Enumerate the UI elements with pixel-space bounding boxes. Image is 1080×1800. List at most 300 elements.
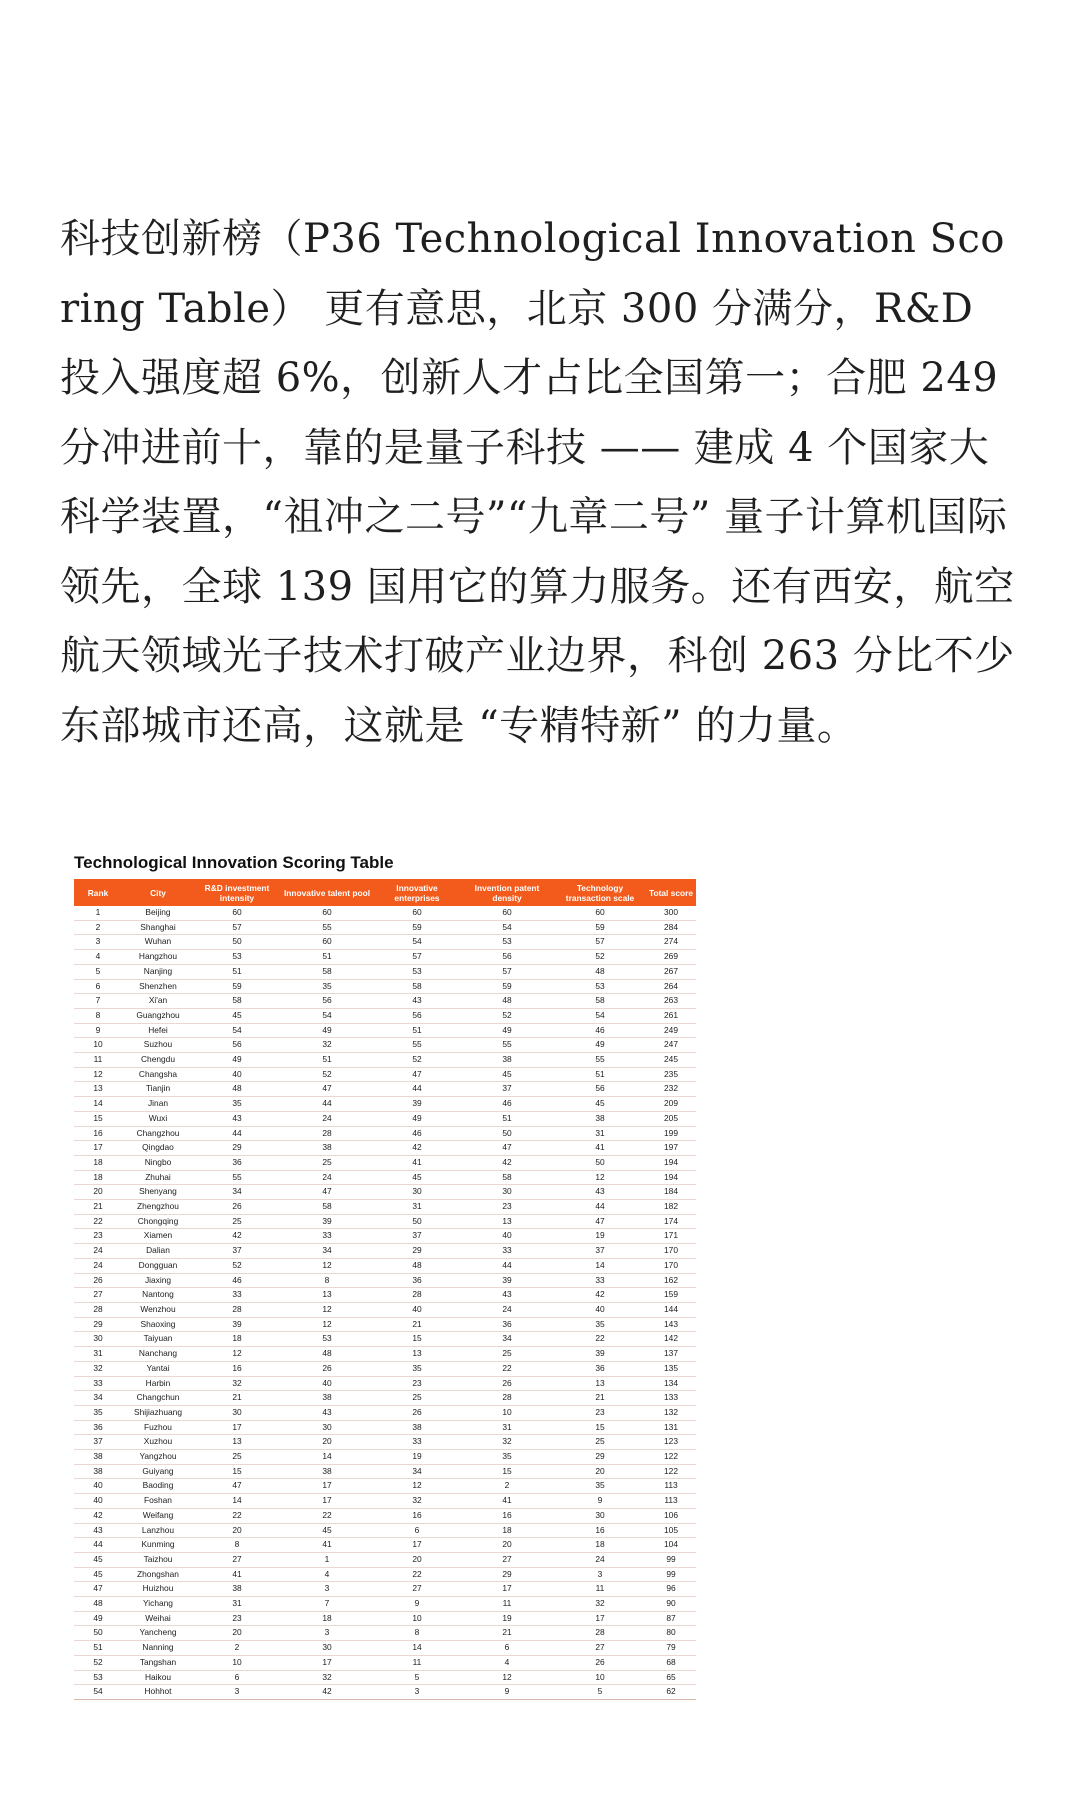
city-cell: Beijing	[122, 906, 194, 920]
patent-density-cell: 18	[460, 1523, 554, 1538]
total-score-cell: 269	[646, 950, 696, 965]
transaction-scale-cell: 41	[554, 1141, 646, 1156]
transaction-scale-cell: 36	[554, 1361, 646, 1376]
enterprises-cell: 45	[374, 1170, 460, 1185]
rd-investment-cell: 12	[194, 1347, 280, 1362]
rd-investment-cell: 45	[194, 1008, 280, 1023]
transaction-scale-cell: 35	[554, 1317, 646, 1332]
enterprises-cell: 12	[374, 1479, 460, 1494]
enterprises-cell: 15	[374, 1332, 460, 1347]
patent-density-cell: 51	[460, 1111, 554, 1126]
talent-pool-cell: 35	[280, 979, 374, 994]
rd-investment-cell: 38	[194, 1582, 280, 1597]
transaction-scale-cell: 32	[554, 1597, 646, 1612]
rd-investment-cell: 44	[194, 1126, 280, 1141]
enterprises-cell: 60	[374, 906, 460, 920]
patent-density-cell: 43	[460, 1288, 554, 1303]
patent-density-cell: 9	[460, 1685, 554, 1700]
table-row	[74, 1347, 696, 1362]
patent-density-cell: 53	[460, 935, 554, 950]
rank-cell: 36	[74, 1420, 122, 1435]
patent-density-cell: 59	[460, 979, 554, 994]
city-cell: Shenzhen	[122, 979, 194, 994]
total-score-cell: 284	[646, 920, 696, 935]
transaction-scale-cell: 54	[554, 1008, 646, 1023]
rd-investment-cell: 30	[194, 1405, 280, 1420]
transaction-scale-cell: 47	[554, 1214, 646, 1229]
rank-cell: 54	[74, 1685, 122, 1700]
table-row	[74, 1391, 696, 1406]
talent-pool-cell: 51	[280, 950, 374, 965]
city-cell: Huizhou	[122, 1582, 194, 1597]
table-row	[74, 1538, 696, 1553]
rank-cell: 49	[74, 1611, 122, 1626]
enterprises-cell: 25	[374, 1391, 460, 1406]
table-row	[74, 1258, 696, 1273]
column-header-total-score: Total score	[646, 879, 696, 906]
enterprises-cell: 31	[374, 1200, 460, 1215]
table-row	[74, 1214, 696, 1229]
total-score-cell: 87	[646, 1611, 696, 1626]
total-score-cell: 170	[646, 1244, 696, 1259]
rd-investment-cell: 43	[194, 1111, 280, 1126]
rd-investment-cell: 52	[194, 1258, 280, 1273]
talent-pool-cell: 13	[280, 1288, 374, 1303]
table-row	[74, 935, 696, 950]
city-cell: Nantong	[122, 1288, 194, 1303]
table-row	[74, 1464, 696, 1479]
total-score-cell: 99	[646, 1567, 696, 1582]
table-row	[74, 1317, 696, 1332]
patent-density-cell: 15	[460, 1464, 554, 1479]
city-cell: Jiaxing	[122, 1273, 194, 1288]
talent-pool-cell: 22	[280, 1508, 374, 1523]
rd-investment-cell: 49	[194, 1053, 280, 1068]
rd-investment-cell: 56	[194, 1038, 280, 1053]
city-cell: Changsha	[122, 1067, 194, 1082]
city-cell: Hohhot	[122, 1685, 194, 1700]
enterprises-cell: 19	[374, 1450, 460, 1465]
patent-density-cell: 50	[460, 1126, 554, 1141]
enterprises-cell: 50	[374, 1214, 460, 1229]
enterprises-cell: 14	[374, 1641, 460, 1656]
table-row	[74, 906, 696, 920]
rank-cell: 29	[74, 1317, 122, 1332]
total-score-cell: 105	[646, 1523, 696, 1538]
total-score-cell: 122	[646, 1464, 696, 1479]
rd-investment-cell: 16	[194, 1361, 280, 1376]
patent-density-cell: 2	[460, 1479, 554, 1494]
city-cell: Yichang	[122, 1597, 194, 1612]
city-cell: Fuzhou	[122, 1420, 194, 1435]
total-score-cell: 245	[646, 1053, 696, 1068]
rank-cell: 4	[74, 950, 122, 965]
rank-cell: 2	[74, 920, 122, 935]
table-body	[74, 906, 696, 1699]
transaction-scale-cell: 21	[554, 1391, 646, 1406]
enterprises-cell: 53	[374, 964, 460, 979]
talent-pool-cell: 25	[280, 1155, 374, 1170]
patent-density-cell: 44	[460, 1258, 554, 1273]
talent-pool-cell: 49	[280, 1023, 374, 1038]
patent-density-cell: 26	[460, 1376, 554, 1391]
total-score-cell: 106	[646, 1508, 696, 1523]
table-row	[74, 1420, 696, 1435]
table-header-row	[74, 879, 696, 906]
talent-pool-cell: 26	[280, 1361, 374, 1376]
table-row	[74, 1479, 696, 1494]
patent-density-cell: 36	[460, 1317, 554, 1332]
transaction-scale-cell: 52	[554, 950, 646, 965]
talent-pool-cell: 4	[280, 1567, 374, 1582]
patent-density-cell: 12	[460, 1670, 554, 1685]
rank-cell: 45	[74, 1552, 122, 1567]
talent-pool-cell: 51	[280, 1053, 374, 1068]
rd-investment-cell: 8	[194, 1538, 280, 1553]
table-row	[74, 1611, 696, 1626]
total-score-cell: 264	[646, 979, 696, 994]
total-score-cell: 142	[646, 1332, 696, 1347]
rd-investment-cell: 21	[194, 1391, 280, 1406]
city-cell: Hefei	[122, 1023, 194, 1038]
total-score-cell: 232	[646, 1082, 696, 1097]
city-cell: Nanchang	[122, 1347, 194, 1362]
patent-density-cell: 6	[460, 1641, 554, 1656]
rank-cell: 35	[74, 1405, 122, 1420]
transaction-scale-cell: 39	[554, 1347, 646, 1362]
total-score-cell: 267	[646, 964, 696, 979]
transaction-scale-cell: 28	[554, 1626, 646, 1641]
city-cell: Changzhou	[122, 1126, 194, 1141]
talent-pool-cell: 60	[280, 935, 374, 950]
city-cell: Hangzhou	[122, 950, 194, 965]
enterprises-cell: 52	[374, 1053, 460, 1068]
table-row	[74, 1023, 696, 1038]
rank-cell: 37	[74, 1435, 122, 1450]
transaction-scale-cell: 27	[554, 1641, 646, 1656]
column-header-patent-density: Invention patent density	[460, 879, 554, 906]
enterprises-cell: 41	[374, 1155, 460, 1170]
transaction-scale-cell: 44	[554, 1200, 646, 1215]
enterprises-cell: 29	[374, 1244, 460, 1259]
talent-pool-cell: 17	[280, 1479, 374, 1494]
transaction-scale-cell: 12	[554, 1170, 646, 1185]
rank-cell: 24	[74, 1258, 122, 1273]
city-cell: Dalian	[122, 1244, 194, 1259]
transaction-scale-cell: 16	[554, 1523, 646, 1538]
total-score-cell: 62	[646, 1685, 696, 1700]
patent-density-cell: 39	[460, 1273, 554, 1288]
rd-investment-cell: 60	[194, 906, 280, 920]
talent-pool-cell: 53	[280, 1332, 374, 1347]
table-row	[74, 1435, 696, 1450]
table-row	[74, 1567, 696, 1582]
transaction-scale-cell: 46	[554, 1023, 646, 1038]
total-score-cell: 174	[646, 1214, 696, 1229]
enterprises-cell: 34	[374, 1464, 460, 1479]
patent-density-cell: 57	[460, 964, 554, 979]
patent-density-cell: 11	[460, 1597, 554, 1612]
rank-cell: 28	[74, 1302, 122, 1317]
transaction-scale-cell: 9	[554, 1494, 646, 1509]
rank-cell: 6	[74, 979, 122, 994]
city-cell: Xiamen	[122, 1229, 194, 1244]
rank-cell: 17	[74, 1141, 122, 1156]
patent-density-cell: 17	[460, 1582, 554, 1597]
table-row	[74, 979, 696, 994]
talent-pool-cell: 14	[280, 1450, 374, 1465]
rank-cell: 52	[74, 1655, 122, 1670]
enterprises-cell: 47	[374, 1067, 460, 1082]
rank-cell: 18	[74, 1170, 122, 1185]
city-cell: Jinan	[122, 1097, 194, 1112]
table-row	[74, 1038, 696, 1053]
patent-density-cell: 54	[460, 920, 554, 935]
patent-density-cell: 29	[460, 1567, 554, 1582]
scoring-table-figure	[74, 852, 696, 1700]
transaction-scale-cell: 35	[554, 1479, 646, 1494]
transaction-scale-cell: 53	[554, 979, 646, 994]
city-cell: Guiyang	[122, 1464, 194, 1479]
total-score-cell: 99	[646, 1552, 696, 1567]
rank-cell: 1	[74, 906, 122, 920]
rd-investment-cell: 46	[194, 1273, 280, 1288]
rank-cell: 22	[74, 1214, 122, 1229]
rank-cell: 43	[74, 1523, 122, 1538]
patent-density-cell: 24	[460, 1302, 554, 1317]
enterprises-cell: 58	[374, 979, 460, 994]
total-score-cell: 133	[646, 1391, 696, 1406]
city-cell: Guangzhou	[122, 1008, 194, 1023]
table-row	[74, 1405, 696, 1420]
rd-investment-cell: 22	[194, 1508, 280, 1523]
total-score-cell: 171	[646, 1229, 696, 1244]
patent-density-cell: 34	[460, 1332, 554, 1347]
rank-cell: 45	[74, 1567, 122, 1582]
talent-pool-cell: 52	[280, 1067, 374, 1082]
enterprises-cell: 59	[374, 920, 460, 935]
enterprises-cell: 46	[374, 1126, 460, 1141]
total-score-cell: 80	[646, 1626, 696, 1641]
patent-density-cell: 27	[460, 1552, 554, 1567]
patent-density-cell: 52	[460, 1008, 554, 1023]
transaction-scale-cell: 3	[554, 1567, 646, 1582]
total-score-cell: 261	[646, 1008, 696, 1023]
enterprises-cell: 28	[374, 1288, 460, 1303]
rd-investment-cell: 10	[194, 1655, 280, 1670]
rank-cell: 13	[74, 1082, 122, 1097]
city-cell: Zhongshan	[122, 1567, 194, 1582]
rank-cell: 50	[74, 1626, 122, 1641]
table-row	[74, 1200, 696, 1215]
talent-pool-cell: 47	[280, 1185, 374, 1200]
enterprises-cell: 55	[374, 1038, 460, 1053]
talent-pool-cell: 3	[280, 1582, 374, 1597]
total-score-cell: 143	[646, 1317, 696, 1332]
patent-density-cell: 19	[460, 1611, 554, 1626]
table-row	[74, 1670, 696, 1685]
table-row	[74, 1523, 696, 1538]
rd-investment-cell: 51	[194, 964, 280, 979]
column-header-transaction-scale: Technology transaction scale	[554, 879, 646, 906]
talent-pool-cell: 60	[280, 906, 374, 920]
enterprises-cell: 10	[374, 1611, 460, 1626]
table-row	[74, 1582, 696, 1597]
transaction-scale-cell: 19	[554, 1229, 646, 1244]
talent-pool-cell: 1	[280, 1552, 374, 1567]
talent-pool-cell: 34	[280, 1244, 374, 1259]
patent-density-cell: 47	[460, 1141, 554, 1156]
total-score-cell: 249	[646, 1023, 696, 1038]
city-cell: Zhengzhou	[122, 1200, 194, 1215]
rd-investment-cell: 54	[194, 1023, 280, 1038]
rd-investment-cell: 25	[194, 1450, 280, 1465]
table-row	[74, 1067, 696, 1082]
rank-cell: 15	[74, 1111, 122, 1126]
city-cell: Shanghai	[122, 920, 194, 935]
talent-pool-cell: 47	[280, 1082, 374, 1097]
total-score-cell: 135	[646, 1361, 696, 1376]
rank-cell: 34	[74, 1391, 122, 1406]
transaction-scale-cell: 37	[554, 1244, 646, 1259]
rank-cell: 14	[74, 1097, 122, 1112]
patent-density-cell: 41	[460, 1494, 554, 1509]
transaction-scale-cell: 25	[554, 1435, 646, 1450]
transaction-scale-cell: 11	[554, 1582, 646, 1597]
table-row	[74, 1302, 696, 1317]
table-row	[74, 1053, 696, 1068]
city-cell: Wuhan	[122, 935, 194, 950]
city-cell: Wuxi	[122, 1111, 194, 1126]
total-score-cell: 235	[646, 1067, 696, 1082]
enterprises-cell: 56	[374, 1008, 460, 1023]
transaction-scale-cell: 18	[554, 1538, 646, 1553]
rank-cell: 33	[74, 1376, 122, 1391]
total-score-cell: 205	[646, 1111, 696, 1126]
rd-investment-cell: 20	[194, 1626, 280, 1641]
total-score-cell: 113	[646, 1494, 696, 1509]
table-row	[74, 1361, 696, 1376]
enterprises-cell: 35	[374, 1361, 460, 1376]
city-cell: Xi'an	[122, 994, 194, 1009]
total-score-cell: 132	[646, 1405, 696, 1420]
rd-investment-cell: 33	[194, 1288, 280, 1303]
city-cell: Lanzhou	[122, 1523, 194, 1538]
city-cell: Nanjing	[122, 964, 194, 979]
transaction-scale-cell: 30	[554, 1508, 646, 1523]
total-score-cell: 104	[646, 1538, 696, 1553]
transaction-scale-cell: 60	[554, 906, 646, 920]
rd-investment-cell: 39	[194, 1317, 280, 1332]
patent-density-cell: 21	[460, 1626, 554, 1641]
transaction-scale-cell: 15	[554, 1420, 646, 1435]
transaction-scale-cell: 38	[554, 1111, 646, 1126]
table-row	[74, 1376, 696, 1391]
enterprises-cell: 26	[374, 1405, 460, 1420]
rd-investment-cell: 29	[194, 1141, 280, 1156]
transaction-scale-cell: 59	[554, 920, 646, 935]
talent-pool-cell: 12	[280, 1258, 374, 1273]
city-cell: Qingdao	[122, 1141, 194, 1156]
table-row	[74, 1641, 696, 1656]
rd-investment-cell: 25	[194, 1214, 280, 1229]
rd-investment-cell: 18	[194, 1332, 280, 1347]
transaction-scale-cell: 23	[554, 1405, 646, 1420]
transaction-scale-cell: 50	[554, 1155, 646, 1170]
enterprises-cell: 17	[374, 1538, 460, 1553]
talent-pool-cell: 40	[280, 1376, 374, 1391]
patent-density-cell: 25	[460, 1347, 554, 1362]
total-score-cell: 79	[646, 1641, 696, 1656]
total-score-cell: 65	[646, 1670, 696, 1685]
talent-pool-cell: 42	[280, 1685, 374, 1700]
rank-cell: 18	[74, 1155, 122, 1170]
talent-pool-cell: 38	[280, 1391, 374, 1406]
table-row	[74, 1008, 696, 1023]
transaction-scale-cell: 33	[554, 1273, 646, 1288]
talent-pool-cell: 43	[280, 1405, 374, 1420]
enterprises-cell: 39	[374, 1097, 460, 1112]
total-score-cell: 122	[646, 1450, 696, 1465]
rd-investment-cell: 34	[194, 1185, 280, 1200]
total-score-cell: 194	[646, 1170, 696, 1185]
talent-pool-cell: 32	[280, 1670, 374, 1685]
rank-cell: 8	[74, 1008, 122, 1023]
city-cell: Weifang	[122, 1508, 194, 1523]
transaction-scale-cell: 14	[554, 1258, 646, 1273]
talent-pool-cell: 56	[280, 994, 374, 1009]
transaction-scale-cell: 24	[554, 1552, 646, 1567]
talent-pool-cell: 30	[280, 1641, 374, 1656]
transaction-scale-cell: 26	[554, 1655, 646, 1670]
talent-pool-cell: 12	[280, 1302, 374, 1317]
rd-investment-cell: 59	[194, 979, 280, 994]
transaction-scale-cell: 56	[554, 1082, 646, 1097]
talent-pool-cell: 38	[280, 1141, 374, 1156]
rd-investment-cell: 58	[194, 994, 280, 1009]
patent-density-cell: 49	[460, 1023, 554, 1038]
city-cell: Xuzhou	[122, 1435, 194, 1450]
rank-cell: 3	[74, 935, 122, 950]
enterprises-cell: 54	[374, 935, 460, 950]
rank-cell: 27	[74, 1288, 122, 1303]
patent-density-cell: 55	[460, 1038, 554, 1053]
table-row	[74, 1332, 696, 1347]
talent-pool-cell: 17	[280, 1494, 374, 1509]
total-score-cell: 131	[646, 1420, 696, 1435]
column-header-talent-pool: Innovative talent pool	[280, 879, 374, 906]
rd-investment-cell: 40	[194, 1067, 280, 1082]
enterprises-cell: 27	[374, 1582, 460, 1597]
total-score-cell: 209	[646, 1097, 696, 1112]
rank-cell: 10	[74, 1038, 122, 1053]
total-score-cell: 263	[646, 994, 696, 1009]
talent-pool-cell: 45	[280, 1523, 374, 1538]
city-cell: Chengdu	[122, 1053, 194, 1068]
rank-cell: 38	[74, 1464, 122, 1479]
rank-cell: 16	[74, 1126, 122, 1141]
patent-density-cell: 31	[460, 1420, 554, 1435]
city-cell: Taizhou	[122, 1552, 194, 1567]
rd-investment-cell: 23	[194, 1611, 280, 1626]
enterprises-cell: 42	[374, 1141, 460, 1156]
total-score-cell: 274	[646, 935, 696, 950]
patent-density-cell: 4	[460, 1655, 554, 1670]
patent-density-cell: 10	[460, 1405, 554, 1420]
total-score-cell: 144	[646, 1302, 696, 1317]
table-row	[74, 1126, 696, 1141]
transaction-scale-cell: 29	[554, 1450, 646, 1465]
